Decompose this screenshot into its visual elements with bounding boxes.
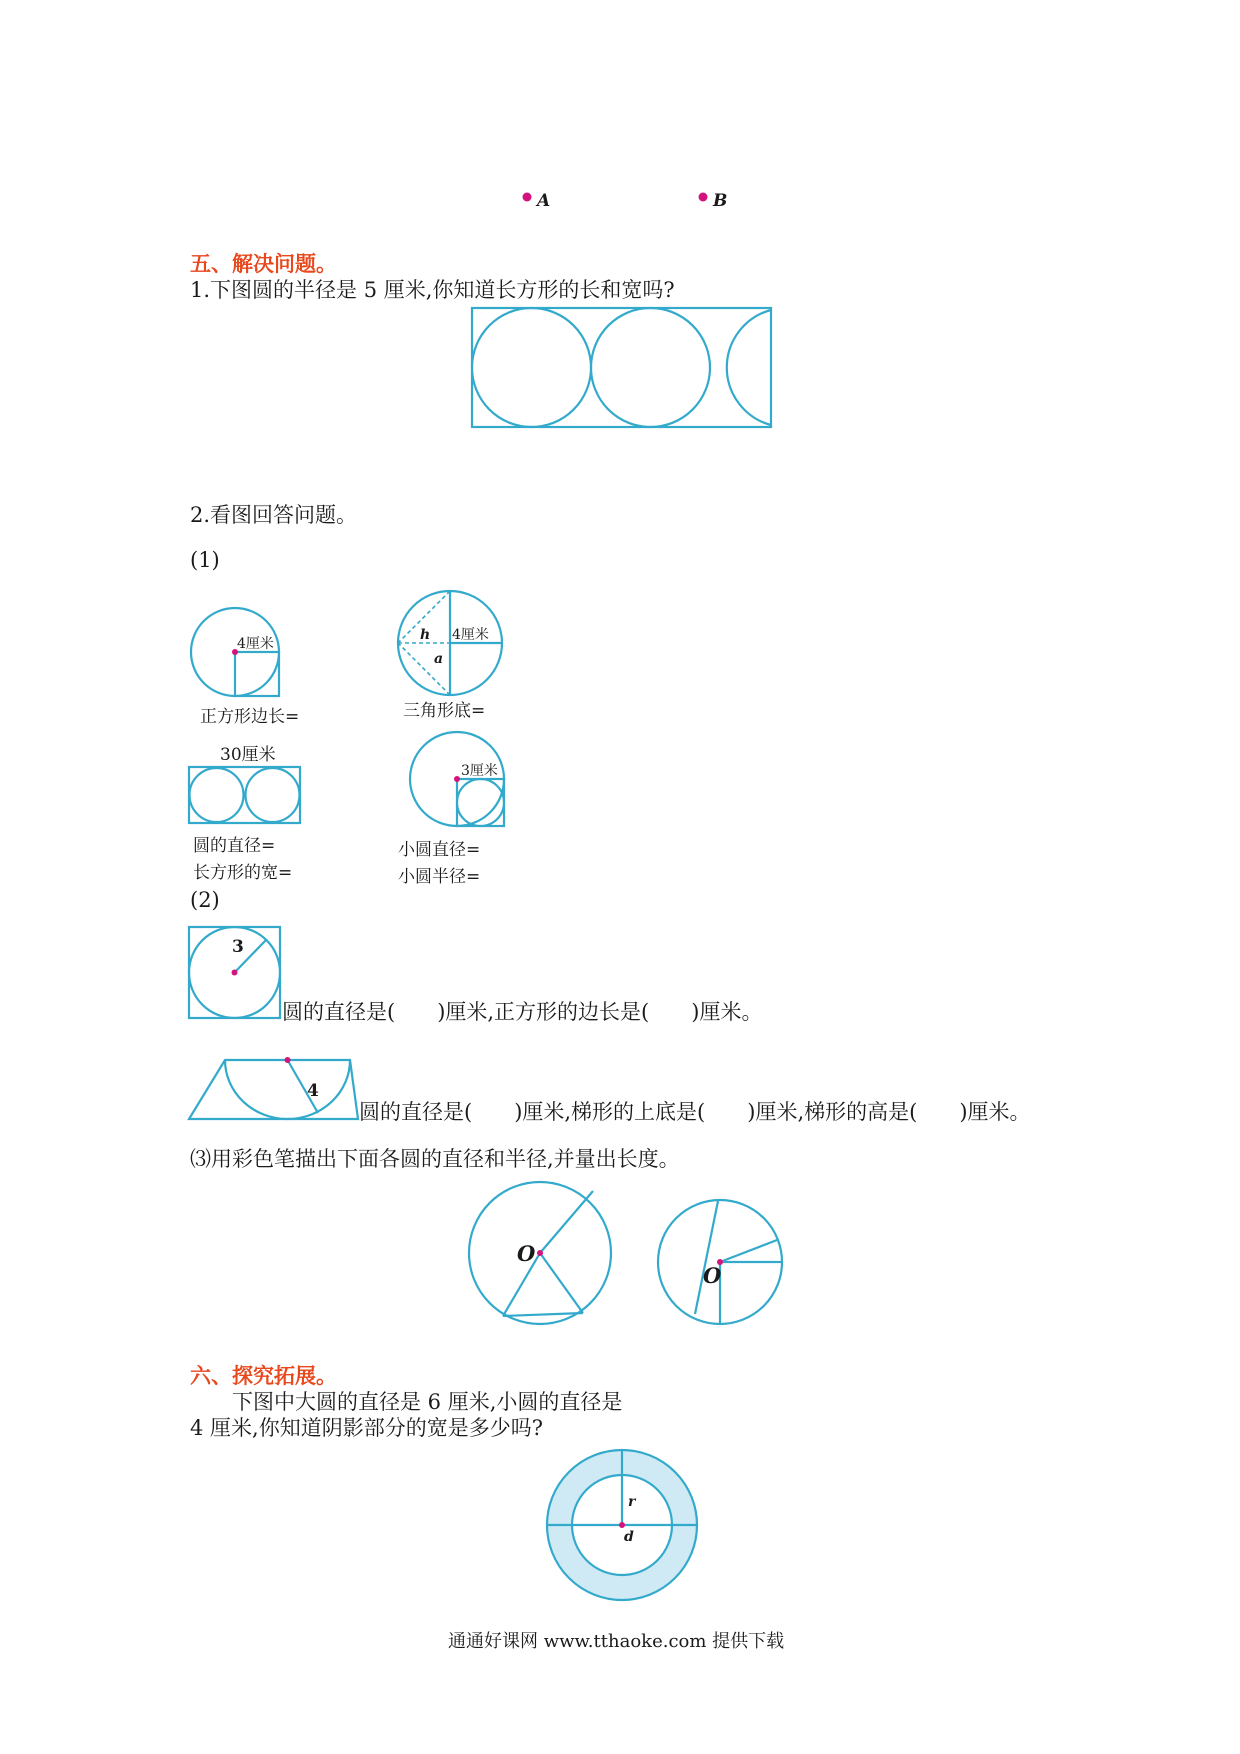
point-b-label: B xyxy=(713,191,728,211)
fig-f-label: 4 xyxy=(307,1081,319,1101)
part-1-label: (1) xyxy=(190,548,220,572)
fig-h-label: O xyxy=(703,1263,722,1288)
fig-c-caption-1: 圆的直径= xyxy=(193,836,276,856)
fig-f-text: 圆的直径是( )厘米,梯形的上底是( )厘米,梯形的高是( )厘米。 xyxy=(359,1100,1031,1124)
fig-g-label: O xyxy=(517,1241,536,1266)
part-2-label: (2) xyxy=(190,888,220,912)
fig-c-label: 30厘米 xyxy=(220,745,276,765)
question-1: 1.下图圆的半径是 5 厘米,你知道长方形的长和宽吗? xyxy=(190,278,675,302)
section5-title: 五、解决问题。 xyxy=(190,251,337,276)
point-a-label: A xyxy=(537,191,551,211)
fig-e-label: 3 xyxy=(232,937,244,957)
fig-e-text: 圆的直径是( )厘米,正方形的边长是( )厘米。 xyxy=(282,1000,763,1024)
footer-text: 通通好课网 www.tthaoke.com 提供下载 xyxy=(448,1631,785,1652)
fig-b-label: 4厘米 xyxy=(452,627,489,643)
fig-a-caption: 正方形边长= xyxy=(200,707,300,727)
ring-d-label: d xyxy=(624,1529,634,1545)
fig-d-caption-2: 小圆半径= xyxy=(398,867,481,887)
fig-c-caption-2: 长方形的宽= xyxy=(193,863,293,883)
fig-d-caption-1: 小圆直径= xyxy=(398,840,481,860)
section6-title: 六、探究拓展。 xyxy=(190,1363,337,1388)
fig-b-a: a xyxy=(434,651,444,667)
part-3-text: ⑶用彩色笔描出下面各圆的直径和半径,并量出长度。 xyxy=(190,1147,680,1171)
section6-line-1: 下图中大圆的直径是 6 厘米,小圆的直径是 xyxy=(232,1390,623,1414)
question-2: 2.看图回答问题。 xyxy=(190,503,358,527)
fig-d-label: 3厘米 xyxy=(461,763,498,779)
section6-line-2: 4 厘米,你知道阴影部分的宽是多少吗? xyxy=(190,1416,543,1440)
fig-b-h: h xyxy=(420,627,431,643)
ring-r-label: r xyxy=(628,1494,636,1510)
fig-a-label: 4厘米 xyxy=(237,636,274,652)
fig-b-caption: 三角形底= xyxy=(403,701,486,721)
